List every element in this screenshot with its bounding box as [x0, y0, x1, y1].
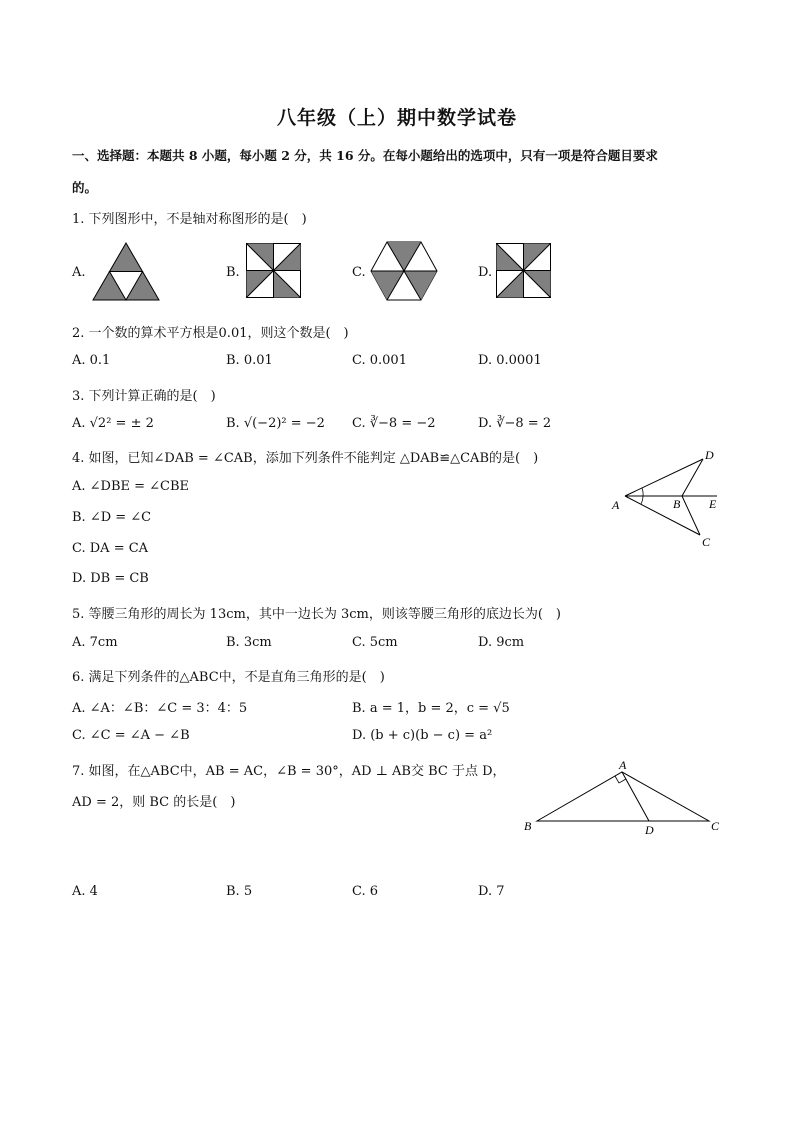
question-1-option-c[interactable]: C. [352, 265, 366, 280]
question-5-option-a[interactable]: A. 7cm [72, 635, 118, 650]
question-2-option-d[interactable]: D. 0.0001 [478, 353, 542, 368]
square-pinwheel-figure-icon [246, 243, 302, 299]
question-7-stem-line2: AD = 2，则 BC 的长是( ) [72, 795, 236, 810]
section-instruction-line2: 的。 [72, 180, 98, 195]
question-6-option-a[interactable]: A. ∠A：∠B：∠C = 3：4：5 [72, 701, 248, 716]
question-6-stem: 6. 满足下列条件的△ABC中，不是直角三角形的是( ) [72, 670, 385, 685]
question-6-option-d[interactable]: D. (b + c)(b − c) = a² [352, 728, 493, 743]
question-2-option-a[interactable]: A. 0.1 [72, 353, 111, 368]
question-4-option-d[interactable]: D. DB = CB [72, 571, 149, 586]
hexagon-figure-icon [370, 241, 438, 301]
triangle-figure-icon [92, 242, 160, 302]
question-4-stem: 4. 如图，已知∠DAB = ∠CAB，添加下列条件不能判定 △DAB≌△CAB的是( ) [72, 451, 539, 466]
question-4-option-b[interactable]: B. ∠D = ∠C [72, 510, 152, 525]
section-instruction-line1: 一、选择题：本题共 8 小题，每小题 2 分，共 16 分。在每小题给出的选项中，只有一项是符合题目要求 [72, 148, 658, 163]
fig4-label-c: C [702, 535, 711, 549]
question-5-option-c[interactable]: C. 5cm [352, 635, 398, 650]
question-7-option-a[interactable]: A. 4 [72, 884, 98, 899]
page-title: 八年级（上）期中数学试卷 [276, 107, 517, 129]
question-1-option-a[interactable]: A. [72, 265, 86, 280]
question-5-option-b[interactable]: B. 3cm [226, 635, 272, 650]
fig4-label-e: E [709, 497, 717, 511]
question-2-option-b[interactable]: B. 0.01 [226, 353, 273, 368]
question-7-option-b[interactable]: B. 5 [226, 884, 253, 899]
fig7-label-a: A [619, 758, 627, 772]
question-7-option-d[interactable]: D. 7 [478, 884, 505, 899]
question-5-stem: 5. 等腰三角形的周长为 13cm，其中一边长为 3cm，则该等腰三角形的底边长为( ) [72, 607, 561, 622]
fig4-label-d: D [705, 448, 714, 462]
fig7-label-d: D [645, 823, 654, 837]
question-1-stem: 1. 下列图形中，不是轴对称图形的是( ) [72, 212, 307, 227]
question-7-option-c[interactable]: C. 6 [352, 884, 379, 899]
question-4-option-a[interactable]: A. ∠DBE = ∠CBE [72, 479, 190, 494]
question-5-option-d[interactable]: D. 9cm [478, 635, 525, 650]
question-3-option-b[interactable]: B. √(−2)² = −2 [226, 416, 325, 431]
question-3-option-c[interactable]: C. ∛−8 = −2 [352, 416, 436, 431]
question-2-stem: 2. 一个数的算术平方根是0.01，则这个数是( ) [72, 326, 349, 341]
question-3-option-a[interactable]: A. √2² = ± 2 [72, 416, 154, 431]
question-3-stem: 3. 下列计算正确的是( ) [72, 389, 216, 404]
question-7-figure [518, 755, 728, 840]
question-1-option-d[interactable]: D. [478, 265, 493, 280]
fig7-label-b: B [524, 819, 532, 833]
question-4-option-c[interactable]: C. DA = CA [72, 541, 149, 556]
question-4-figure [610, 445, 730, 550]
square-pinwheel-figure-icon [496, 243, 552, 299]
question-7-stem-line1: 7. 如图，在△ABC中，AB = AC，∠B = 30°，AD ⊥ AB交 BC 于点 D， [72, 764, 506, 779]
question-2-option-c[interactable]: C. 0.001 [352, 353, 407, 368]
fig7-label-c: C [711, 819, 720, 833]
fig4-label-b: B [673, 497, 681, 511]
question-6-option-b[interactable]: B. a = 1，b = 2，c = √5 [352, 701, 510, 716]
question-6-option-c[interactable]: C. ∠C = ∠A − ∠B [72, 728, 190, 743]
fig4-label-a: A [612, 498, 620, 512]
question-3-option-d[interactable]: D. ∛−8 = 2 [478, 416, 552, 431]
question-1-option-b[interactable]: B. [226, 265, 240, 280]
